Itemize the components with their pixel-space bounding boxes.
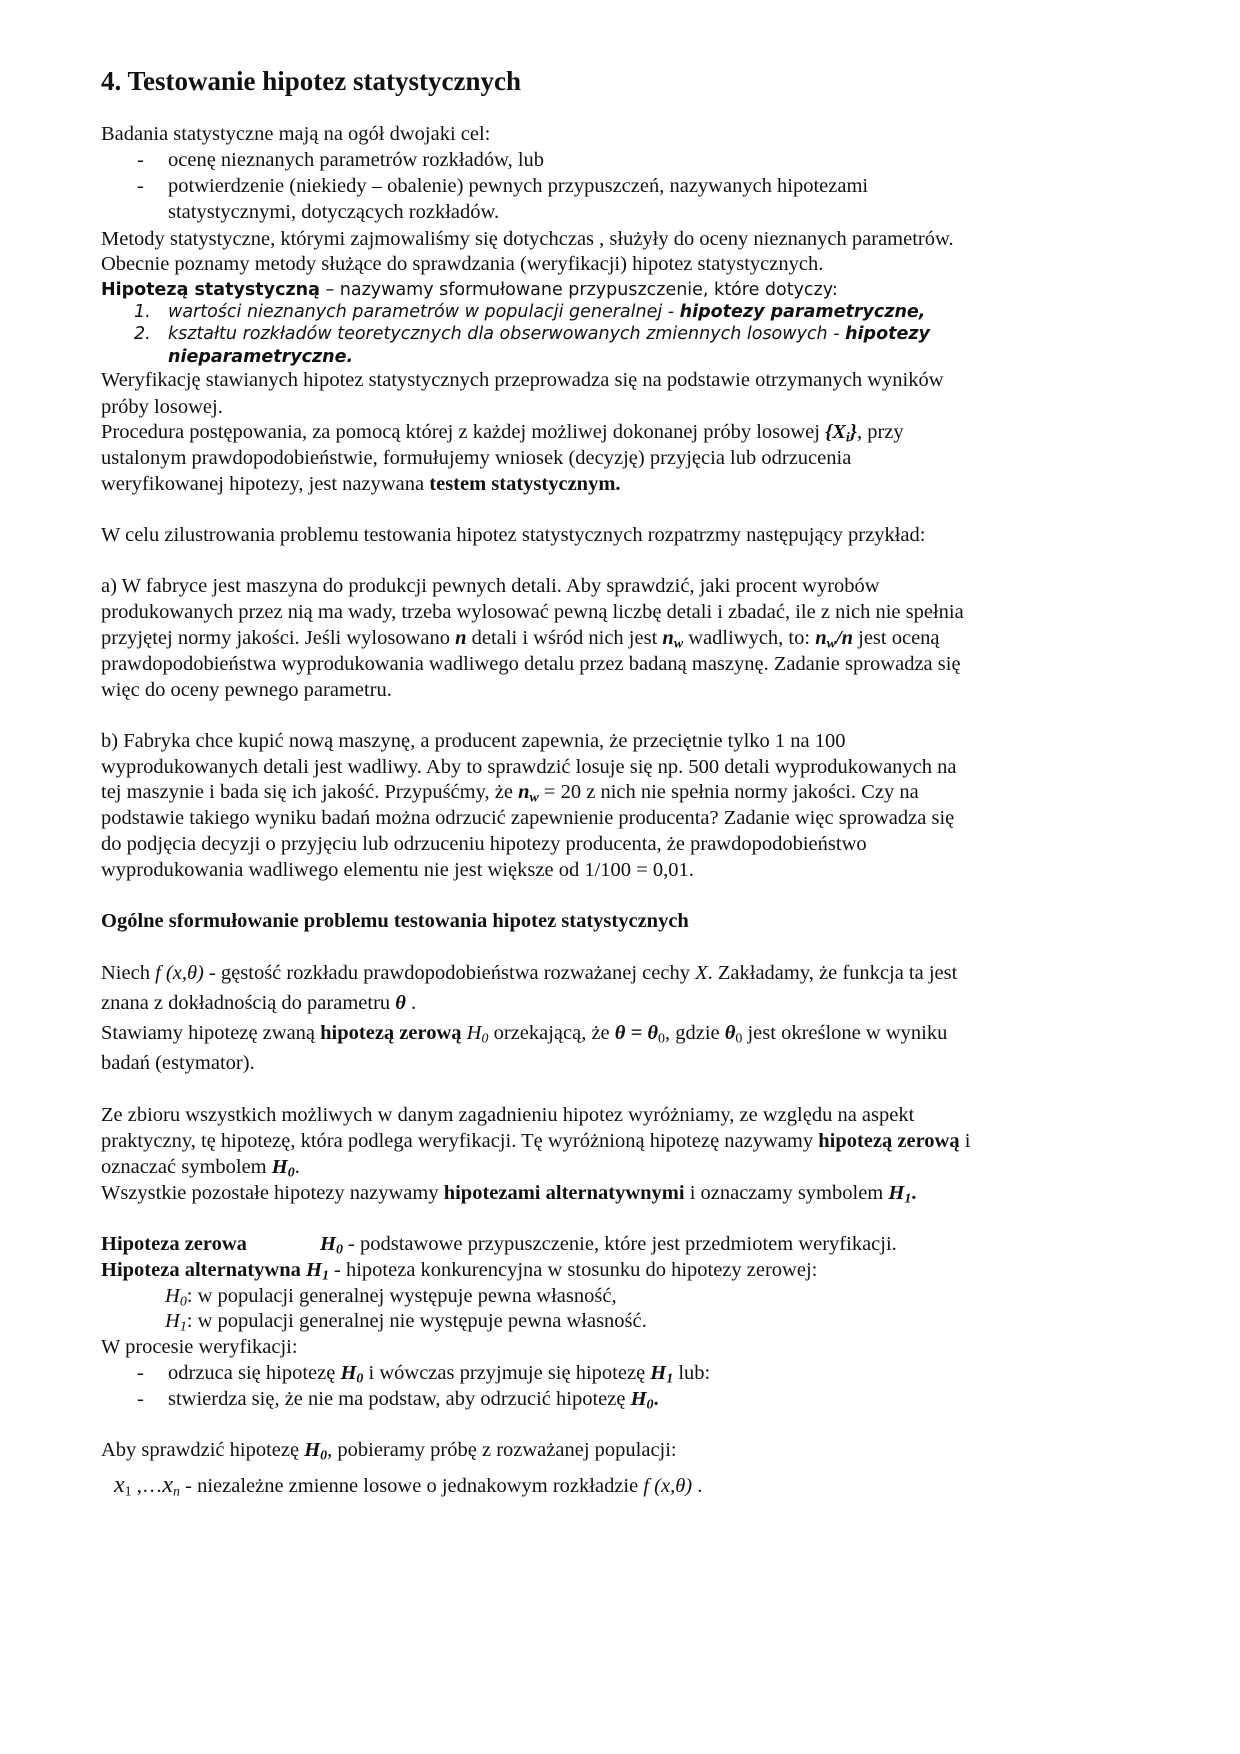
section-heading: Ogólne sformułowanie problemu testowania hipotez statystycznych <box>101 910 689 932</box>
process-bullet: stwierdza się, że nie ma podstaw, aby odrzucić hipotezę $H_0$. <box>168 1388 659 1413</box>
paragraph-line: oznaczać symbolem $H_0$. <box>101 1156 300 1181</box>
example-a-line: produkowanych przez nią ma wady, trzeba wylosować pewną liczbę detali i zbadać, ile z nich nie spełnia <box>101 601 964 623</box>
bullet-item: ocenę nieznanych parametrów rozkładów, lub <box>168 149 545 171</box>
h0-label: Hipoteza zerowa <box>101 1233 247 1255</box>
list-item-continued: nieparametryczne. <box>168 347 354 367</box>
example-b-line: b) Fabryka chce kupić nową maszynę, a producent zapewnia, że przeciętnie tylko 1 na 100 <box>101 730 846 752</box>
example-b-line: tej maszynie i bada się ich jakość. Przypuśćmy, że $n_w = 20$ z nich nie spełnia normy jakości. Czy na <box>101 781 919 806</box>
definition-line: Hipotezą statystyczną – nazywamy sformułowane przypuszczenie, które dotyczy: <box>101 280 838 300</box>
list-number: 1. <box>134 302 151 322</box>
h0-example: $H_0$: w populacji generalnej występuje pewna własność, <box>165 1285 617 1310</box>
general-line: Niech f (x,θ) - gęstość rozkładu prawdopodobieństwa rozważanej cechy X. Zakładamy, że funkcja ta jest <box>101 962 958 984</box>
h0-definition: $H_0$ - podstawowe przypuszczenie, które jest przedmiotem weryfikacji. <box>320 1233 897 1258</box>
list-item: wartości nieznanych parametrów w populacji generalnej - hipotezy parametryczne, <box>168 302 926 322</box>
paragraph-line: Wszystkie pozostałe hipotezy nazywamy hipotezami alternatywnymi i oznaczamy symbolem $H_1$. <box>101 1182 917 1207</box>
page-title: 4. Testowanie hipotez statystycznych <box>101 66 521 96</box>
list-item: kształtu rozkładów teoretycznych dla obserwowanych zmiennych losowych - hipotezy <box>168 324 930 344</box>
sample-line: $x_1$ $,\dots x_n$ - niezależne zmienne losowe o jednakowym rozkładzie f (x,θ) . <box>114 1472 703 1500</box>
paragraph-line: Obecnie poznamy metody służące do sprawdzania (weryfikacji) hipotez statystycznych. <box>101 253 824 275</box>
example-b-line: do podjęcia decyzji o przyjęciu lub odrzuceniu hipotezy producenta, że prawdopodobieństwo <box>101 833 867 855</box>
paragraph-line: Metody statystyczne, którymi zajmowaliśmy się dotychczas , służyły do oceny nieznanych parametrów. <box>101 228 954 250</box>
example-b-line: podstawie takiego wyniku badań można odrzucić zapewnienie producenta? Zadanie więc sprowadza się <box>101 807 955 829</box>
paragraph-line: Procedura postępowania, za pomocą której z każdej możliwej dokonanej próby losowej $\{X_i\}$, przy <box>101 421 904 446</box>
general-line: badań (estymator). <box>101 1052 255 1074</box>
bullet-item: potwierdzenie (niekiedy – obalenie) pewnych przypuszczeń, nazywanych hipotezami <box>168 175 869 197</box>
paragraph-line: weryfikowanej hipotezy, jest nazywana testem statystycznym. <box>101 473 621 495</box>
paragraph-line: W celu zilustrowania problemu testowania hipotez statystycznych rozpatrzmy następujący przykład: <box>101 524 926 546</box>
process-bullet: odrzuca się hipotezę $H_0$ i wówczas przyjmuje się hipotezę $H_1$ lub: <box>168 1362 711 1387</box>
sample-line: Aby sprawdzić hipotezę $H_0$, pobieramy próbę z rozważanej populacji: <box>101 1439 677 1464</box>
list-number: 2. <box>134 324 151 344</box>
general-line: znana z dokładnością do parametru θ . <box>101 992 417 1014</box>
paragraph-line: praktyczny, tę hipotezę, która podlega weryfikacji. Tę wyróżnioną hipotezę nazywamy hipotezą zerową i <box>101 1130 971 1152</box>
paragraph-line: ustalonym prawdopodobieństwie, formułujemy wniosek (decyzję) przyjęcia lub odrzucenia <box>101 447 852 469</box>
definition-term: Hipotezą statystyczną <box>101 280 320 300</box>
h1-example: $H_1$: w populacji generalnej nie występuje pewna własność. <box>165 1310 647 1335</box>
bullet-dash: - <box>137 1362 144 1384</box>
bullet-dash: - <box>137 175 144 197</box>
paragraph-line: próby losowej. <box>101 396 223 418</box>
example-a-line: prawdopodobieństwa wyprodukowania wadliwego detalu przez badaną maszynę. Zadanie sprowadza się <box>101 653 961 675</box>
general-line: Stawiamy hipotezę zwaną hipotezą zerową $H_0$ orzekającą, że $\theta = \theta_0$, gdzie $\theta_0$ jest określone w wyniku <box>101 1022 948 1047</box>
paragraph-line: Weryfikację stawianych hipotez statystycznych przeprowadza się na podstawie otrzymanych wyników <box>101 369 944 391</box>
paragraph-line: Ze zbioru wszystkich możliwych w danym zagadnieniu hipotez wyróżniamy, ze względu na aspekt <box>101 1104 915 1126</box>
bullet-dash: - <box>137 1388 144 1410</box>
example-b-line: wyprodukowania wadliwego elementu nie jest większe od 1/100 = 0,01. <box>101 859 694 881</box>
example-a-line: a) W fabryce jest maszyna do produkcji pewnych detali. Aby sprawdzić, jaki procent wyrobów <box>101 575 880 597</box>
example-a-line: więc do oceny pewnego parametru. <box>101 679 392 701</box>
example-a-line: przyjętej normy jakości. Jeśli wylosowano n detali i wśród nich jest $n_w$ wadliwych, to: $n_w/n$ jest oceną <box>101 627 940 652</box>
h1-definition: Hipoteza alternatywna $H_1$ - hipoteza konkurencyjna w stosunku do hipotezy zerowej: <box>101 1259 818 1284</box>
bullet-dash: - <box>137 149 144 171</box>
example-b-line: wyprodukowanych detali jest wadliwy. Aby to sprawdzić losuje się np. 500 detali wyprodukowanych na <box>101 756 957 778</box>
bullet-item-continued: statystycznymi, dotyczących rozkładów. <box>168 201 500 223</box>
process-label: W procesie weryfikacji: <box>101 1336 298 1358</box>
intro-line: Badania statystyczne mają na ogół dwojaki cel: <box>101 123 491 145</box>
